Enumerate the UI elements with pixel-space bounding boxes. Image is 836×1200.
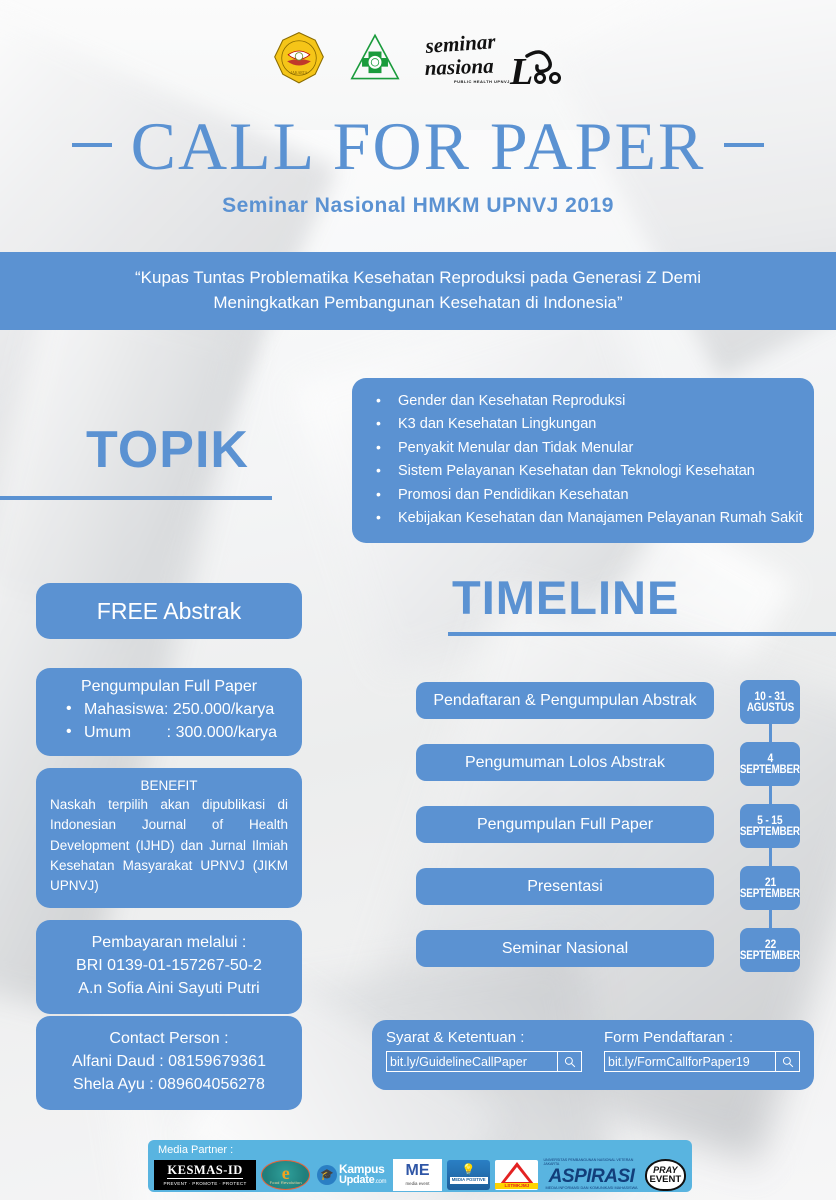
kampus-update-logo [315, 1160, 388, 1190]
topik-underline [0, 496, 272, 500]
timeline-date-month: SEPTEMBER [739, 950, 801, 963]
contact-person-1: Alfani Daud : 08159679361 [72, 1053, 266, 1071]
media-partner-footer [148, 1140, 692, 1192]
food-revolution-logo [261, 1160, 310, 1190]
contact-card [36, 1016, 302, 1110]
timeline-date-day: 4 [767, 750, 773, 765]
timeline-date-day: 5 - 15 [757, 812, 783, 827]
fee-card [36, 668, 302, 756]
payment-account-number: BRI 0139-01-157267-50-2 [76, 957, 262, 975]
hmkm-logo [348, 31, 402, 85]
seminar-nasional-script-logo [424, 29, 564, 87]
food-revolution-logo-name: Food Revolution [269, 1179, 302, 1185]
topik-item: • Gender dan Kesehatan Reproduksi [370, 390, 800, 413]
kesmas-id-logo-tagline: PREVENT · PROMOTE · PROTECT [163, 1180, 247, 1186]
aspirasi-logo [543, 1160, 639, 1190]
food-revolution-logo-mark: e [281, 1162, 290, 1183]
guideline-url-field[interactable] [386, 1051, 582, 1072]
payment-line-1: Pembayaran melalui : [91, 934, 247, 951]
media-partner-logos [154, 1159, 686, 1191]
svg-text:L: L [510, 51, 534, 87]
theme-quote-text: “Kupas Tuntas Problematika Kesehatan Reproduksi pada Generasi Z Demi Meningkatkan Pembangunan Kesehatan di Indonesia” [134, 268, 702, 312]
contact-heading: Contact Person : [109, 1030, 229, 1047]
fee-item: • Umum : 300.000/karya [62, 722, 290, 745]
upn-veteran-jakarta-logo [272, 31, 326, 85]
page-title: CALL FOR PAPER [130, 108, 706, 184]
media-partner-label: Media Partner : [158, 1144, 234, 1156]
kampus-update-line3: .com [374, 1179, 387, 1186]
timeline-row [416, 744, 816, 806]
topik-item: • Sistem Pelayanan Kesehatan dan Teknologi Kesehatan [370, 460, 800, 483]
form-url-text: bit.ly/FormCallforPaper19 [608, 1054, 750, 1069]
form-url-field[interactable] [604, 1051, 800, 1072]
timeline-label: Presentasi [416, 868, 714, 905]
kesmas-id-logo [154, 1160, 256, 1190]
guideline-label: Syarat & Ketentuan : [386, 1029, 525, 1046]
lsmk-mj-label: LSTMKJMJ [495, 1183, 538, 1189]
svg-text:JAKARTA: JAKARTA [290, 71, 308, 76]
topik-item: • Kebijakan Kesehatan dan Manajamen Pelayanan Rumah Sakit [370, 507, 800, 530]
kampus-update-icon: 🎓 [317, 1165, 337, 1185]
links-card [372, 1020, 814, 1090]
benefit-body: Naskah terpilih akan dipublikasi di Indonesian Journal of Health Development (IJHD) dan Jurnal Ilmiah Kesehatan Masyarakat UPNVJ (JIKM UPNVJ) [50, 797, 288, 893]
lsmk-mj-logo [495, 1160, 538, 1190]
timeline-date-badge [740, 804, 800, 848]
timeline-row [416, 868, 816, 930]
timeline-row [416, 682, 816, 744]
timeline-date-badge [740, 866, 800, 910]
aspirasi-name: ASPIRASI [548, 1165, 635, 1187]
payment-account-name: A.n Sofia Aini Sayuti Putri [78, 980, 260, 998]
logo-row [0, 22, 836, 94]
topik-heading: TOPIK [86, 421, 249, 479]
search-icon[interactable] [557, 1052, 581, 1071]
timeline-label: Pengumuman Lolos Abstrak [416, 744, 714, 781]
media-event-mark: ME [405, 1162, 430, 1180]
benefit-card [36, 768, 302, 908]
svg-text:nasiona: nasiona [424, 53, 495, 80]
title-block [0, 108, 836, 218]
timeline-row [416, 930, 816, 992]
media-event-logo [393, 1159, 442, 1191]
kampus-update-line2: Update [338, 1174, 375, 1187]
svg-text:PUBLIC HEALTH UPNVJ: PUBLIC HEALTH UPNVJ [454, 79, 510, 84]
timeline-date-month: SEPTEMBER [739, 888, 801, 901]
fee-title: Pengumpulan Full Paper [80, 678, 258, 695]
timeline-date-badge [740, 742, 800, 786]
timeline-date-day: 21 [764, 874, 776, 889]
triangle-inner-shape [505, 1167, 529, 1182]
kampus-update-line1: Kampus [338, 1162, 385, 1177]
timeline-label: Seminar Nasional [416, 930, 714, 967]
fee-item: • Mahasiswa: 250.000/karya [62, 699, 290, 722]
timeline-underline [448, 632, 836, 636]
search-icon[interactable] [775, 1052, 799, 1071]
topik-list-card [352, 378, 814, 543]
payment-card [36, 920, 302, 1014]
timeline-label: Pendaftaran & Pengumpulan Abstrak [416, 682, 714, 719]
timeline-date-month: AGUSTUS [746, 702, 794, 715]
theme-quote-banner [0, 252, 836, 330]
contact-person-2: Shela Ayu : 089604056278 [73, 1076, 265, 1094]
timeline-row [416, 806, 816, 868]
mediapositive-line1: MEDIA [451, 1177, 466, 1183]
aspirasi-line3: UNIVERSITAS PEMBANGUNAN NASIONAL VETERAN JAKARTA [543, 1158, 634, 1166]
kesmas-id-logo-name: KESMAS-ID [167, 1163, 243, 1177]
svg-text:seminar: seminar [424, 29, 497, 58]
title-dash-left [72, 143, 112, 147]
free-abstrak-card [36, 583, 302, 639]
guideline-url-text: bit.ly/GuidelineCallPaper [390, 1054, 527, 1069]
mediapositive-line2: POSITIVE [466, 1177, 486, 1183]
guideline-link-group [386, 1029, 582, 1072]
title-dash-right [724, 143, 764, 147]
benefit-title: BENEFIT [140, 778, 198, 793]
page-subtitle: Seminar Nasional HMKM UPNVJ 2019 [222, 194, 614, 217]
aspirasi-tagline: MEDIA INFORMASI DAN KOMUNIKASI MAHASISWA [545, 1185, 638, 1190]
topik-item: • Promosi dan Pendidikan Kesehatan [370, 484, 800, 507]
pray-event-line1: PRAY [653, 1164, 678, 1175]
lightbulb-icon: 💡 [461, 1164, 476, 1177]
timeline-date-day: 10 - 31 [754, 688, 786, 703]
timeline-date-badge [740, 928, 800, 972]
free-abstrak-label: FREE Abstrak [96, 597, 242, 624]
timeline-label: Pengumpulan Full Paper [416, 806, 714, 843]
timeline-date-badge [740, 680, 800, 724]
mediapositive-logo [447, 1160, 490, 1190]
timeline-date-day: 22 [764, 936, 776, 951]
form-label: Form Pendaftaran : [604, 1029, 734, 1046]
pray-event-logo [645, 1159, 686, 1191]
timeline-date-month: SEPTEMBER [739, 764, 801, 777]
form-link-group [604, 1029, 800, 1072]
media-event-name: media event [405, 1181, 430, 1187]
timeline-rows [416, 682, 816, 992]
topik-item: • K3 dan Kesehatan Lingkungan [370, 413, 800, 436]
pray-event-line2: EVENT [649, 1173, 682, 1185]
timeline-heading: TIMELINE [452, 571, 680, 624]
timeline-date-month: SEPTEMBER [739, 826, 801, 839]
topik-item: • Penyakit Menular dan Tidak Menular [370, 437, 800, 460]
